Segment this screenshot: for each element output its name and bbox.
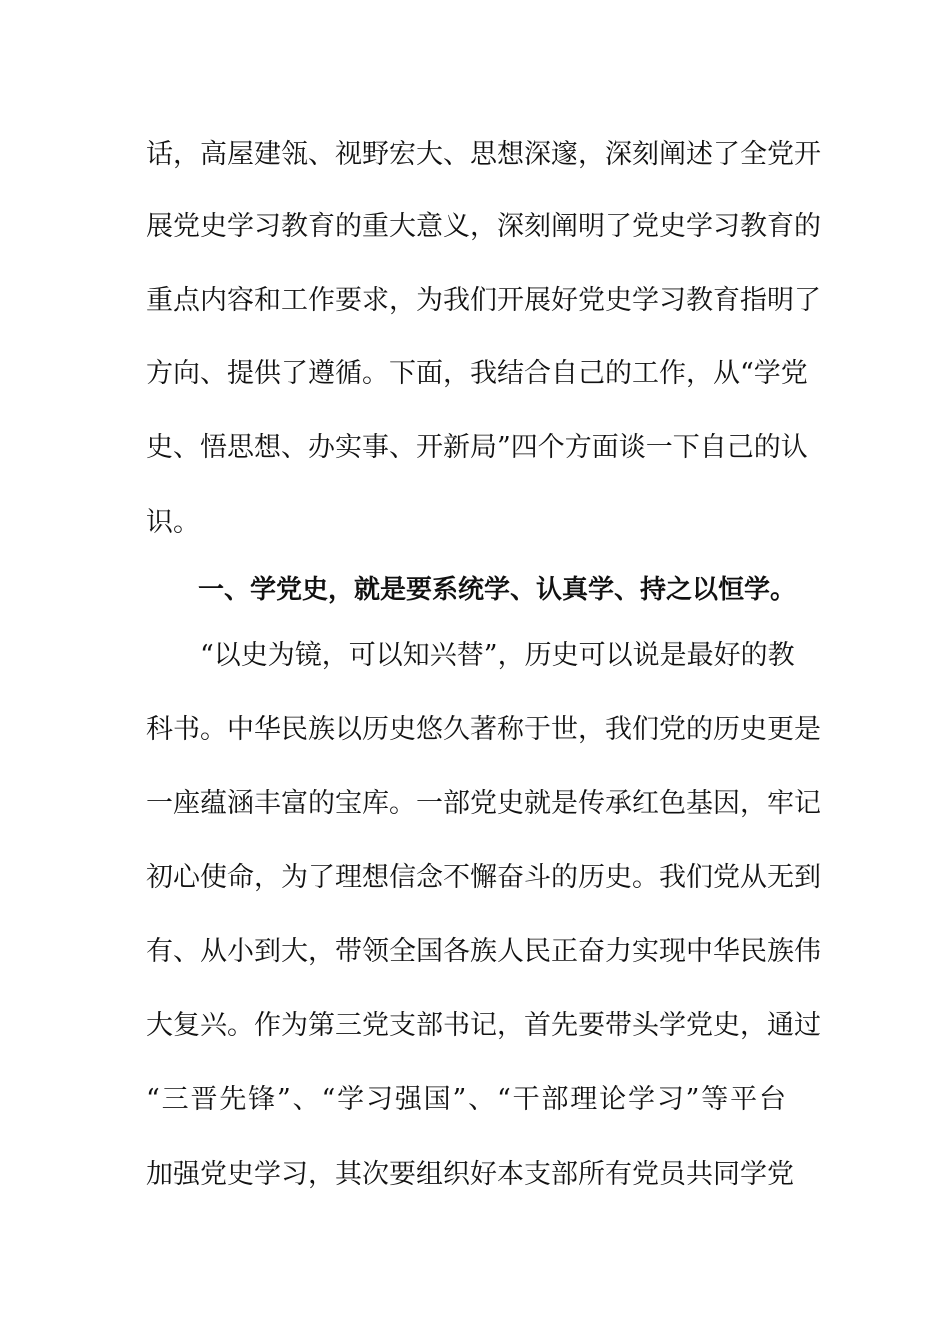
text-line: 加强党史学习，其次要组织好本支部所有党员共同学党 [146,1159,794,1190]
text-line: 重点内容和工作要求，为我们开展好党史学习教育指明了 [146,285,821,316]
text-line: 有、从小到大，带领全国各族人民正奋力实现中华民族伟 [146,936,821,967]
text-line: 一座蕴涵丰富的宝库。一部党史就是传承红色基因，牢记 [146,788,821,819]
paragraph-first-line: “以史为镜，可以知兴替”，历史可以说是最好的教 [200,640,795,671]
text-line: 史、悟思想、办实事、开新局”四个方面谈一下自己的认 [146,432,808,463]
text-line: 识。 [146,507,200,538]
text-line: 大复兴。作为第三党支部书记，首先要带头学党史，通过 [146,1010,821,1041]
text-line: “三晋先锋”、“学习强国”、“干部理论学习”等平台 [146,1084,786,1115]
text-line: 初心使命，为了理想信念不懈奋斗的历史。我们党从无到 [146,862,821,893]
text-line: 方向、提供了遵循。下面，我结合自己的工作，从“学党 [146,358,808,389]
text-line: 话，高屋建瓴、视野宏大、思想深邃，深刻阐述了全党开 [146,139,821,170]
section-heading: 一、学党史，就是要系统学、认真学、持之以恒学。 [198,575,797,605]
text-line: 展党史学习教育的重大意义，深刻阐明了党史学习教育的 [146,211,821,242]
text-line: 科书。中华民族以历史悠久著称于世，我们党的历史更是 [146,714,821,745]
